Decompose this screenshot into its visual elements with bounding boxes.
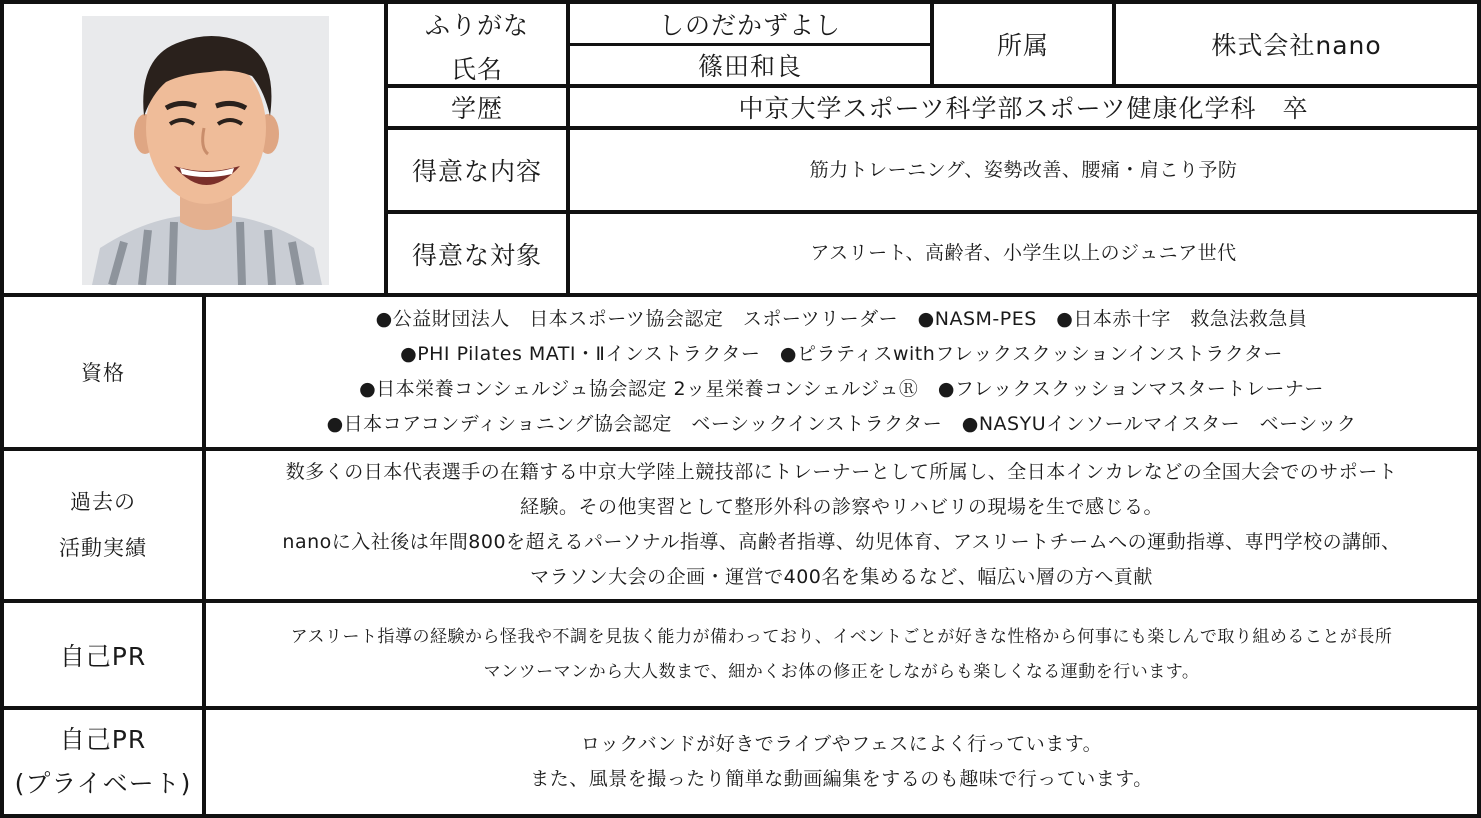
self-pr-label: 自己PR xyxy=(59,641,147,671)
self-pr-private-label xyxy=(4,710,202,814)
qualification-line: ●公益財団法人 日本スポーツ協会認定 スポーツリーダー ●NASM-PES ●日本赤十字 救急法救急員 xyxy=(375,308,1308,330)
furigana-value: しのだかずよし xyxy=(658,10,841,40)
target-label: 得意な対象 xyxy=(411,240,542,270)
activities-line: マラソン大会の企画・運営で400名を集めるなど、幅広い層の方へ貢献 xyxy=(530,566,1153,588)
name-label: 氏名 xyxy=(450,55,503,84)
self-pr-text xyxy=(206,603,1477,706)
qualifications-list xyxy=(206,297,1477,447)
qualification-line: ●日本コアコンディショニング協会認定 ベーシックインストラクター ●NASYUインソールマイスター ベーシック xyxy=(326,413,1357,435)
target-value: アスリート、高齢者、小学生以上のジュニア世代 xyxy=(810,242,1237,264)
self-pr-private-text xyxy=(206,710,1477,814)
qualification-line: ●日本栄養コンシェルジュ協会認定 2ッ星栄養コンシェルジュⓇ ●フレックスクッションマスタートレーナー xyxy=(359,378,1324,400)
education-label: 学歴 xyxy=(450,94,503,123)
activities-line: 数多くの日本代表選手の在籍する中京大学陸上競技部にトレーナーとして所属し、全日本インカレなどの全国大会でのサポート xyxy=(285,461,1398,483)
self-pr-private-label-line2: (プライベート) xyxy=(14,769,192,798)
activities-label-line1: 過去の xyxy=(70,490,136,514)
self-pr-private-line: ロックバンドが好きでライブやフェスによく行っています。 xyxy=(580,733,1103,755)
self-pr-line: マンツーマンから大人数まで、細かくお体の修正をしながらも楽しくなる運動を行います。 xyxy=(483,661,1200,682)
activities-label-line2: 活動実績 xyxy=(59,536,147,560)
qualification-line: ●PHI Pilates MATⅠ・Ⅱインストラクター ●ピラティスwithフレックスクッションインストラクター xyxy=(400,343,1283,365)
activities-label xyxy=(4,451,202,599)
specialty-value: 筋力トレーニング、姿勢改善、腰痛・肩こり予防 xyxy=(809,158,1238,181)
activities-line: 経験。その他実習として整形外科の診察やリハビリの現場を生で感じる。 xyxy=(520,496,1163,518)
self-pr-private-label-line1: 自己PR xyxy=(59,725,147,754)
specialty-label: 得意な内容 xyxy=(411,157,542,186)
furigana-label: ふりがな xyxy=(424,11,529,40)
activities-line: nanoに入社後は年間800を超えるパーソナル指導、高齢者指導、幼児体育、アスリートチームへの運動指導、専門学校の講師、 xyxy=(282,531,1401,553)
self-pr-line: アスリート指導の経験から怪我や不調を見抜く能力が備わっており、イベントごとが好きな性格から何事にも楽しんで取り組めることが長所 xyxy=(290,626,1393,647)
affiliation-value: 株式会社nano xyxy=(1211,31,1382,60)
name-value: 篠田和良 xyxy=(697,52,802,81)
self-pr-private-line: また、風景を撮ったり簡単な動画編集をするのも趣味で行っています。 xyxy=(530,768,1153,790)
qualifications-label: 資格 xyxy=(81,361,125,385)
affiliation-label: 所属 xyxy=(996,31,1049,60)
education-value: 中京大学スポーツ科学部スポーツ健康化学科 卒 xyxy=(738,94,1309,123)
activities-text xyxy=(206,451,1477,599)
